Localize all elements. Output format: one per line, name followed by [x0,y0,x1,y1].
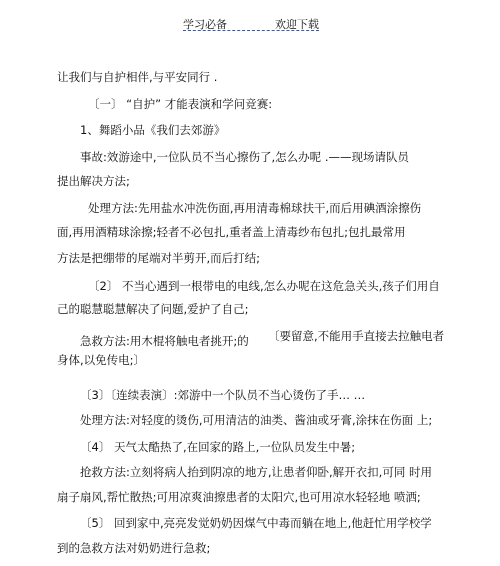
body-line: 急救方法:用木棍将触电者挑开;的 [80,334,249,348]
body-line: 面,再用酒精球涂擦;轻者不必包扎,重者盖上清毒纱布包扎;包扎最常用 [57,225,406,239]
page-header [183,10,319,31]
body-line: 身体,以免传电;〕 [57,353,146,367]
intro-line: 让我们与自护相伴,与平安同行 . [57,70,218,84]
body-line: 〔2〕 不当心遇到一根带电的电线,怎么办呢在这危急关头,孩子们用自 [88,279,440,293]
body-line: 己的聪慧聪慧解决了问题,爱护了自己; [57,302,249,316]
body-line: 〔3〕〔连续表演〕:郊游中一个队员不当心烫伤了手… … [80,388,366,402]
body-line: 方法是把绷带的尾端对半剪开,而后打结; [57,251,261,265]
note-text: 〔要留意,不能用手直接去拉触电者 [268,329,445,343]
body-line: 抢救方法:立刻将病人抬到阴凉的地方,让患者仰卧,解开衣扣,可同 时用 [80,465,432,479]
header-left-text: 学习必备 [183,18,227,31]
body-line: 〔4〕 天气太酷热了,在回家的路上,一位队员发生中暑; [80,440,356,454]
body-line: 到的急救方法对奶奶进行急救; [57,541,211,555]
header-right-text: 欢迎下载 [275,18,319,31]
body-line: 〔5〕 回到家中,亮亮发觉奶奶因煤气中毒而躺在地上,他赶忙用学校学 [80,516,432,530]
body-line: 处理方法:对轻度的烫伤,可用清洁的油类、酱油或牙膏,涂抹在伤面 上; [80,413,433,427]
body-line: 扇子扇风,帮忙散热;可用凉爽油擦患者的太阳穴,也可用凉水轻轻地 喷洒; [57,490,421,504]
section-heading: 〔一〕 “自护” 才能表演和学问竞赛: [88,97,273,111]
body-line: 处理方法:先用盐水冲洗伤面,再用清毒棉球扶干,而后用碘酒涂擦伤 [88,201,422,215]
body-line: 事故:效游途中,一位队员不当心擦伤了,怎么办呢 .——现场请队员 [80,150,409,164]
subheading: 1、舞蹈小品《我们去郊游》 [80,123,226,137]
body-line: 提出解决方法; [57,174,130,188]
